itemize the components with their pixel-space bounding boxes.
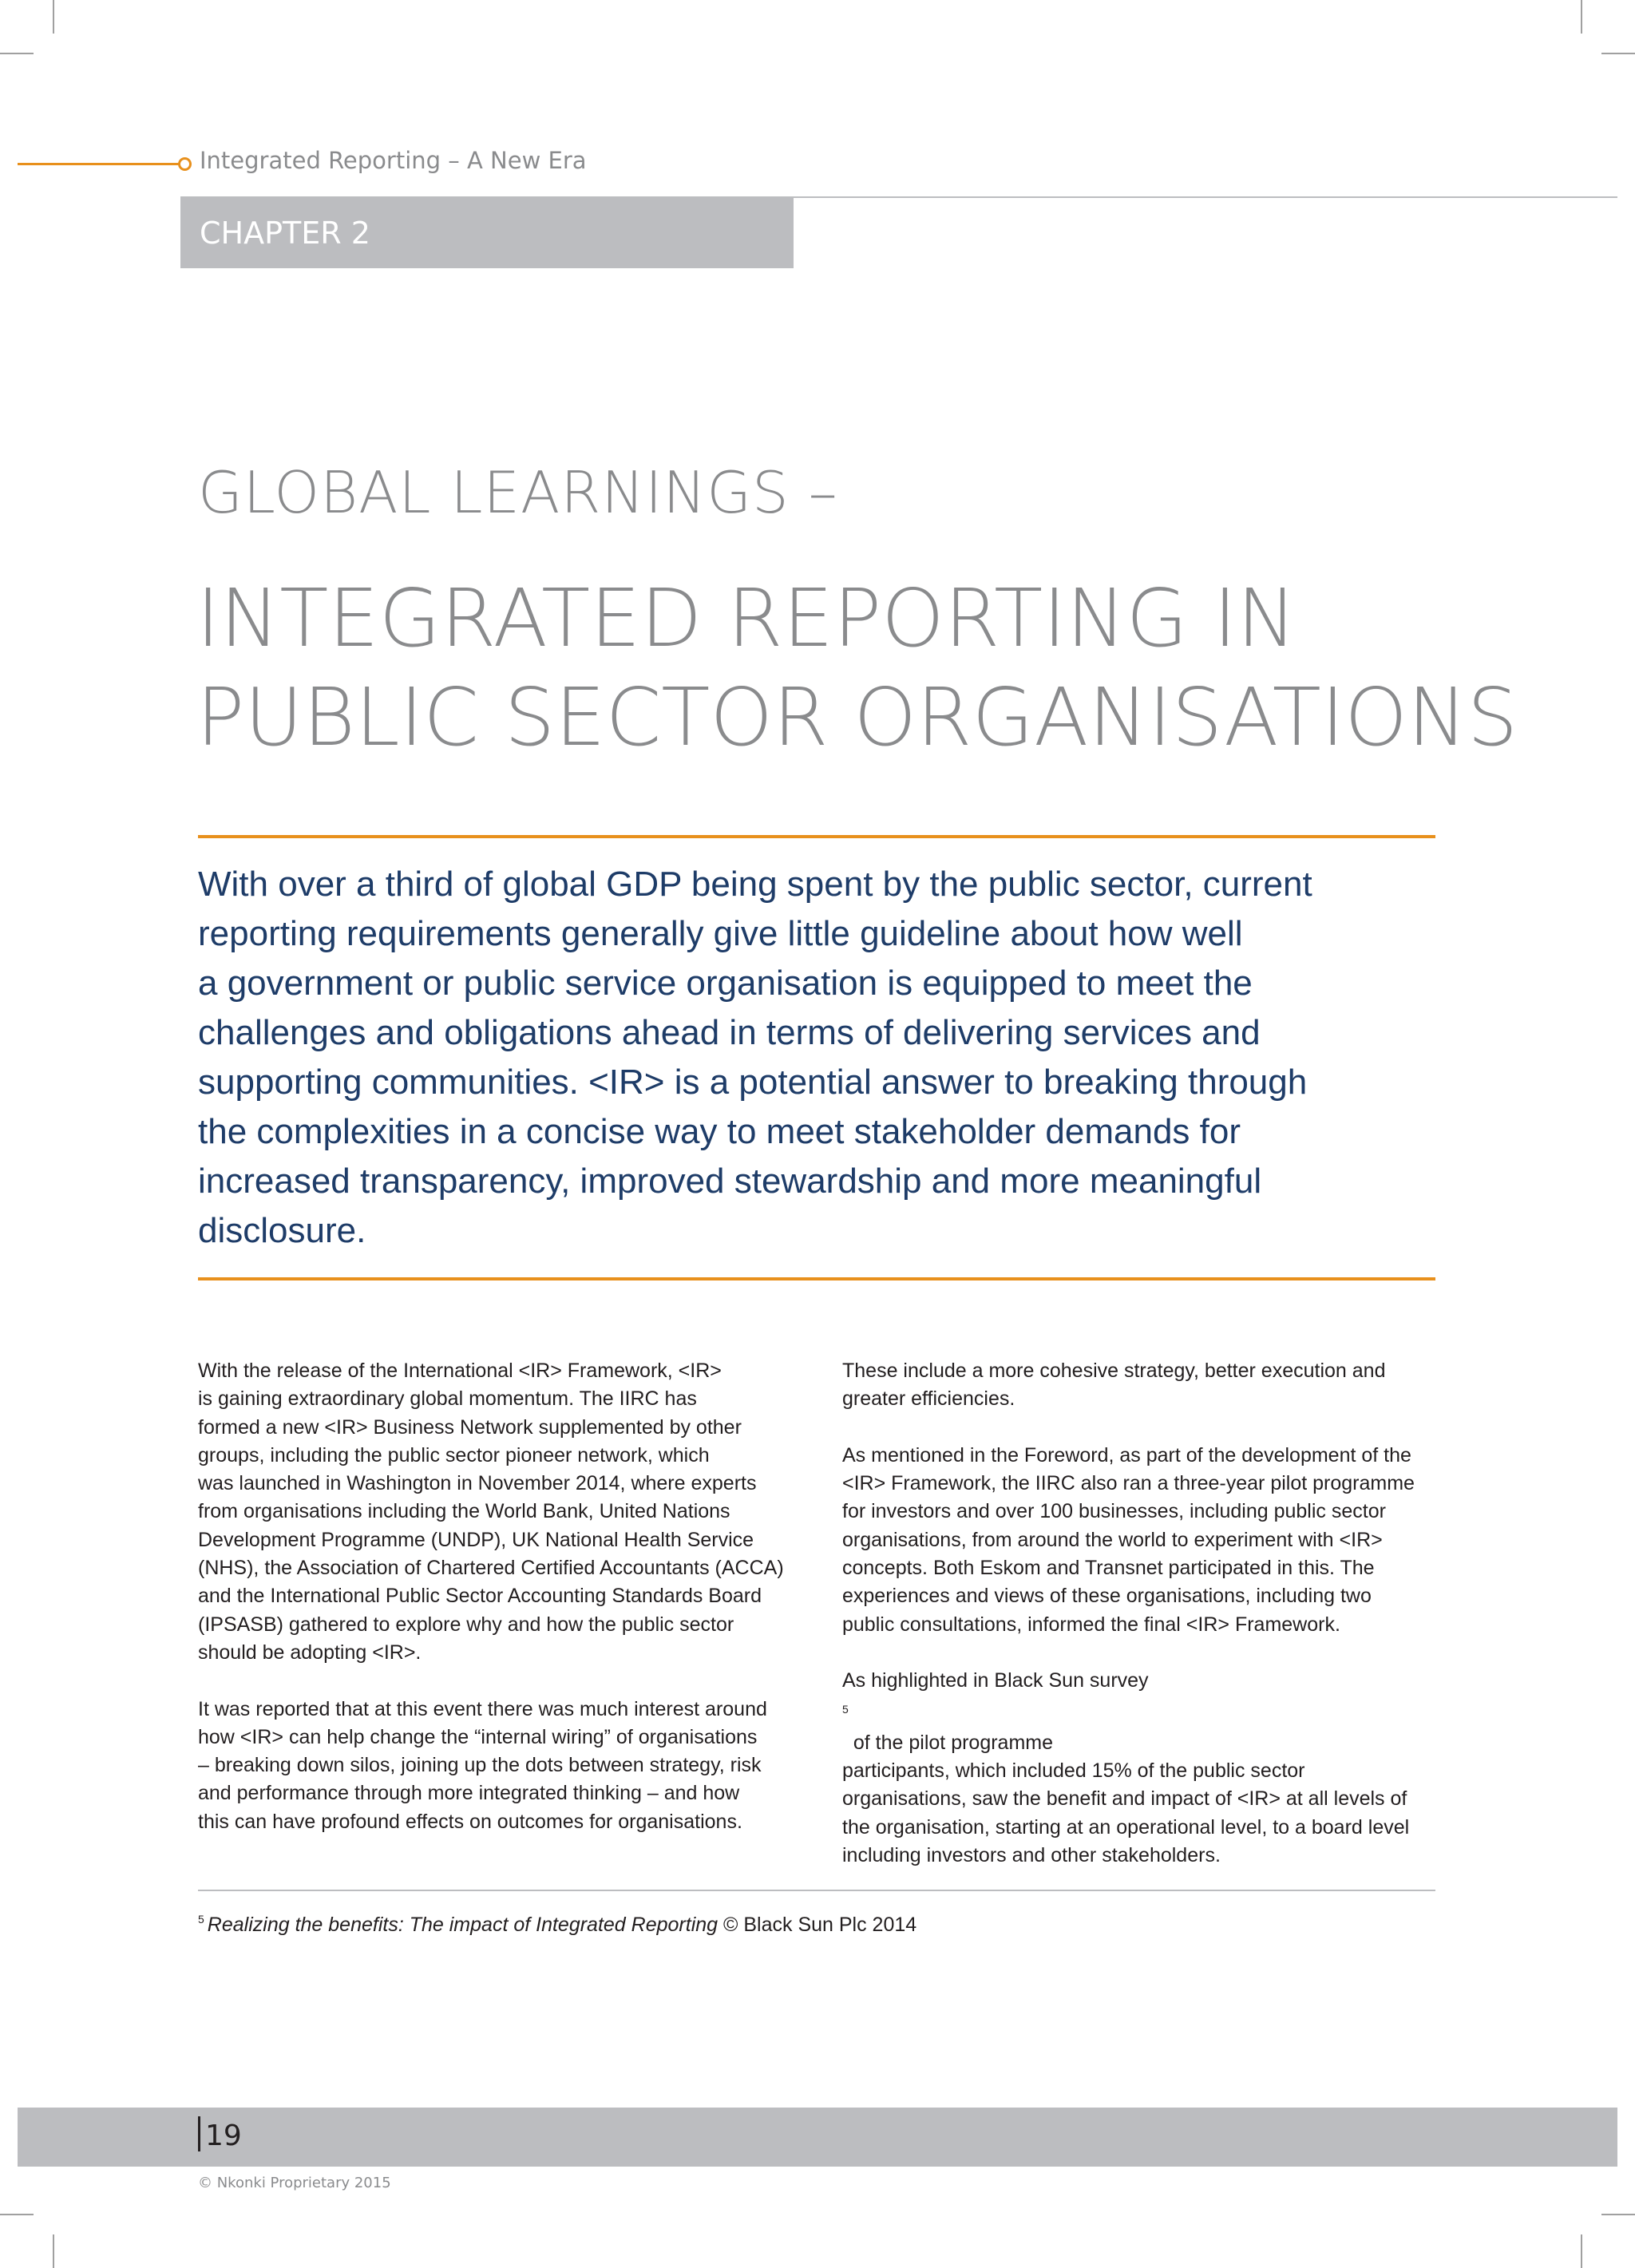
body-line: <IR> Framework, the IIRC also ran a three-year pilot programme <box>842 1472 1415 1495</box>
body-line: It was reported that at this event there was much interest around <box>198 1697 767 1720</box>
crop-mark <box>0 2214 34 2215</box>
page-title-line: INTEGRATED REPORTING IN <box>196 572 1297 665</box>
body-column-left <box>198 1357 805 1864</box>
footnote-title: Realizing the benefits: The impact of Integrated Reporting <box>207 1914 719 1936</box>
body-line: groups, including the public sector pioneer network, which <box>198 1443 710 1466</box>
lead-line: a government or public service organisation is equipped to meet the <box>198 964 1253 1003</box>
page-number-value: 19 <box>205 2120 242 2152</box>
page-title-line: PUBLIC SECTOR ORGANISATIONS <box>196 671 1518 764</box>
body-line: organisations, saw the benefit and impact of <IR> at all levels of <box>842 1787 1407 1811</box>
body-line: this can have profound effects on outcomes for organisations. <box>198 1810 742 1833</box>
body-line: (IPSASB) gathered to explore why and how the public sector <box>198 1613 734 1636</box>
lead-paragraph <box>198 860 1443 1256</box>
body-line: greater efficiencies. <box>842 1387 1015 1411</box>
footnote-marker: 5 <box>198 1913 204 1926</box>
lead-line: reporting requirements generally give little guideline about how well <box>198 914 1243 953</box>
chapter-label: CHAPTER 2 <box>180 198 794 268</box>
body-line: and performance through more integrated thinking – and how <box>198 1782 740 1805</box>
header-accent-dot <box>178 157 192 171</box>
footnote-reference[interactable]: 5 <box>842 1702 849 1716</box>
lead-line: challenges and obligations ahead in terms of delivering services and <box>198 1013 1261 1052</box>
crop-mark <box>1601 53 1635 54</box>
body-line: the organisation, starting at an operational level, to a board level <box>842 1815 1410 1839</box>
page-number-divider <box>198 2116 200 2151</box>
body-line: is gaining extraordinary global momentum. The IIRC has <box>198 1387 697 1411</box>
body-line: public consultations, informed the final <IR> Framework. <box>842 1613 1340 1636</box>
body-line: participants, which included 15% of the public sector <box>842 1759 1305 1783</box>
body-line: concepts. Both Eskom and Transnet participated in this. The <box>842 1557 1375 1580</box>
body-line: how <IR> can help change the “internal wiring” of organisations <box>198 1725 758 1748</box>
lead-rule-top <box>198 835 1435 838</box>
crop-mark <box>53 2234 54 2268</box>
body-line <box>842 1667 1449 1757</box>
crop-mark <box>1581 0 1582 34</box>
body-line: and the International Public Sector Accounting Standards Board <box>198 1585 762 1608</box>
body-line: – breaking down silos, joining up the dots between strategy, risk <box>198 1754 762 1777</box>
body-line: organisations, from around the world to experiment with <IR> <box>842 1528 1383 1551</box>
body-column-right <box>842 1357 1449 1898</box>
lead-line: disclosure. <box>198 1211 366 1250</box>
footer-bar <box>18 2108 1617 2167</box>
body-line: for investors and over 100 businesses, including public sector <box>842 1500 1386 1523</box>
crop-mark <box>0 53 34 54</box>
body-line: from organisations including the World Bank, United Nations <box>198 1500 730 1523</box>
body-paragraph <box>198 1696 805 1836</box>
body-line: With the release of the International <IR> Framework, <IR> <box>198 1360 722 1382</box>
lead-line: increased transparency, improved stewardship and more meaningful <box>198 1162 1262 1201</box>
body-line: was launched in Washington in November 2014, where experts <box>198 1472 757 1495</box>
body-paragraph <box>842 1442 1449 1639</box>
body-line: (NHS), the Association of Chartered Certified Accountants (ACCA) <box>198 1557 784 1580</box>
footnote-rule <box>198 1890 1435 1891</box>
crop-mark <box>53 0 54 34</box>
footnote-source: © Black Sun Plc 2014 <box>718 1914 917 1936</box>
body-line: should be adopting <IR>. <box>198 1641 422 1664</box>
body-line: experiences and views of these organisations, including two <box>842 1585 1372 1608</box>
page-title <box>196 569 1518 767</box>
running-title: Integrated Reporting – A New Era <box>200 147 587 174</box>
crop-mark <box>1601 2214 1635 2215</box>
lead-rule-bottom <box>198 1277 1435 1280</box>
page-number <box>198 2116 242 2152</box>
body-line: These include a more cohesive strategy, better execution and <box>842 1360 1386 1382</box>
copyright-notice: © Nkonki Proprietary 2015 <box>198 2175 391 2191</box>
header-accent-line <box>18 163 182 165</box>
body-line: As mentioned in the Foreword, as part of the development of the <box>842 1443 1411 1466</box>
body-line: formed a new <IR> Business Network supplemented by other <box>198 1415 742 1439</box>
footnote <box>198 1913 916 1937</box>
body-text: As highlighted in Black Sun survey <box>842 1669 1149 1692</box>
lead-line: supporting communities. <IR> is a potential answer to breaking through <box>198 1063 1308 1102</box>
body-paragraph <box>198 1357 805 1667</box>
lead-line: With over a third of global GDP being spent by the public sector, current <box>198 865 1312 904</box>
body-paragraph <box>842 1667 1449 1870</box>
body-text: of the pilot programme <box>842 1731 1054 1754</box>
crop-mark <box>1581 2234 1582 2268</box>
body-line: Development Programme (UNDP), UK National Health Service <box>198 1528 754 1551</box>
lead-line: the complexities in a concise way to meet stakeholder demands for <box>198 1112 1241 1151</box>
body-line: including investors and other stakeholders. <box>842 1844 1221 1867</box>
body-paragraph <box>842 1357 1449 1414</box>
title-kicker: GLOBAL LEARNINGS – <box>198 459 838 526</box>
